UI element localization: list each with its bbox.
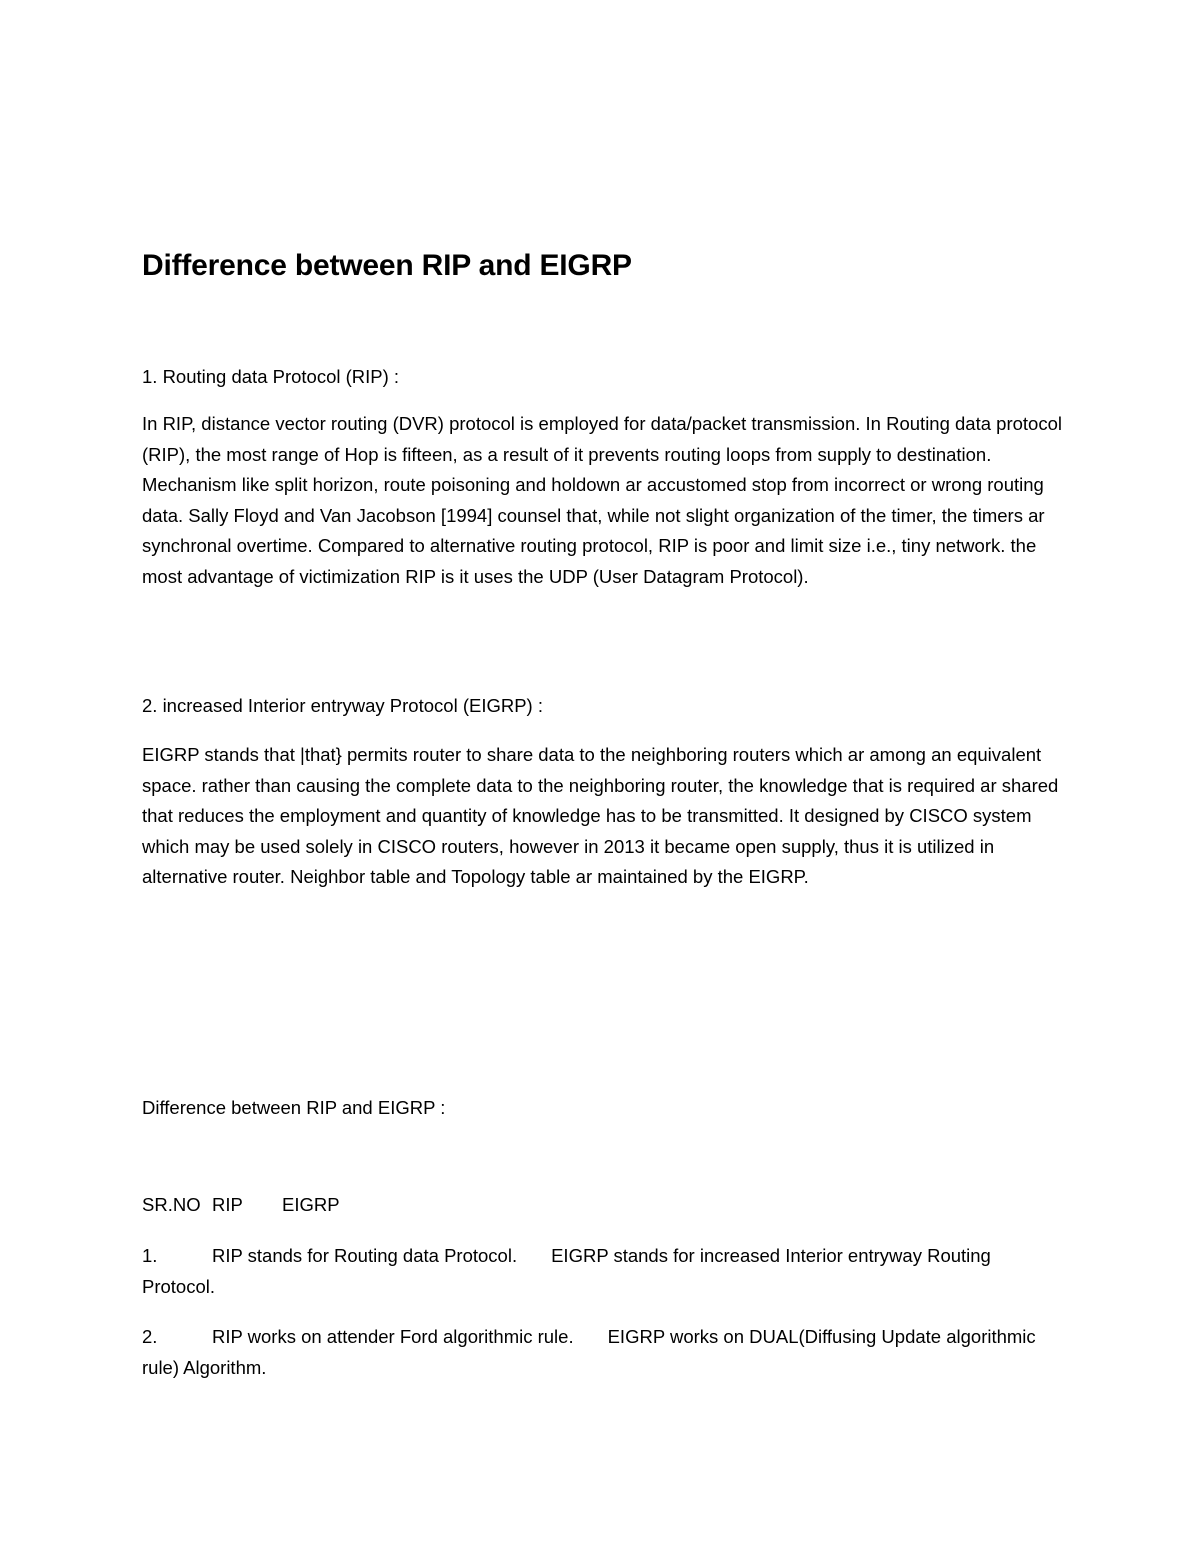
document-title: Difference between RIP and EIGRP: [142, 249, 632, 282]
section-body-eigrp: EIGRP stands that |that} permits router to share data to the neighboring routers which ar among an equivalent space. rather than causing the complete data to the neighboring router, the knowledge that is required ar shared that reduces the employment and quantity of knowledge has to be transmitted. It designed by CISCO system which may be used solely in CISCO routers, however in 2013 it became open supply, thus it is utilized in alternative router. Neighbor table and Topology table ar maintained by the EIGRP.: [142, 744, 1059, 887]
row-rip-cell: RIP works on attender Ford algorithmic rule.: [212, 1326, 574, 1347]
row-eigrp-cell: EIGRP stands for increased Interior entryway Routing Protocol.: [142, 1245, 991, 1297]
row-number: 2.: [142, 1326, 158, 1347]
row-rip-cell: RIP stands for Routing data Protocol.: [212, 1245, 518, 1266]
column-header-srno: SR.NO: [142, 1194, 201, 1215]
section-heading-eigrp: 2. increased Interior entryway Protocol (EIGRP) :: [142, 695, 543, 716]
section-body-rip: In RIP, distance vector routing (DVR) protocol is employed for data/packet transmission. In Routing data protocol (RIP), the most range of Hop is fifteen, as a result of it prevents routing loops from supply to destination. Mechanism like split horizon, route poisoning and holdown ar accustomed stop from incorrect or wrong routing data. Sally Floyd and Van Jacobson [1994] counsel that, while not slight organization of the timer, the timers ar synchronal overtime. Compared to alternative routing protocol, RIP is poor and limit size i.e., tiny network. the most advantage of victimization RIP is it uses the UDP (User Datagram Protocol).: [142, 413, 1062, 587]
row-number: 1.: [142, 1245, 158, 1266]
section-heading-rip: 1. Routing data Protocol (RIP) :: [142, 366, 400, 387]
comparison-heading: Difference between RIP and EIGRP :: [142, 1097, 446, 1118]
column-header-eigrp: EIGRP: [282, 1194, 340, 1215]
row-eigrp-cell: EIGRP works on DUAL(Diffusing Update algorithmic rule) Algorithm.: [142, 1326, 1036, 1378]
table-row: [142, 1241, 1067, 1302]
column-header-rip: RIP: [212, 1194, 243, 1215]
table-row: [142, 1322, 1067, 1383]
